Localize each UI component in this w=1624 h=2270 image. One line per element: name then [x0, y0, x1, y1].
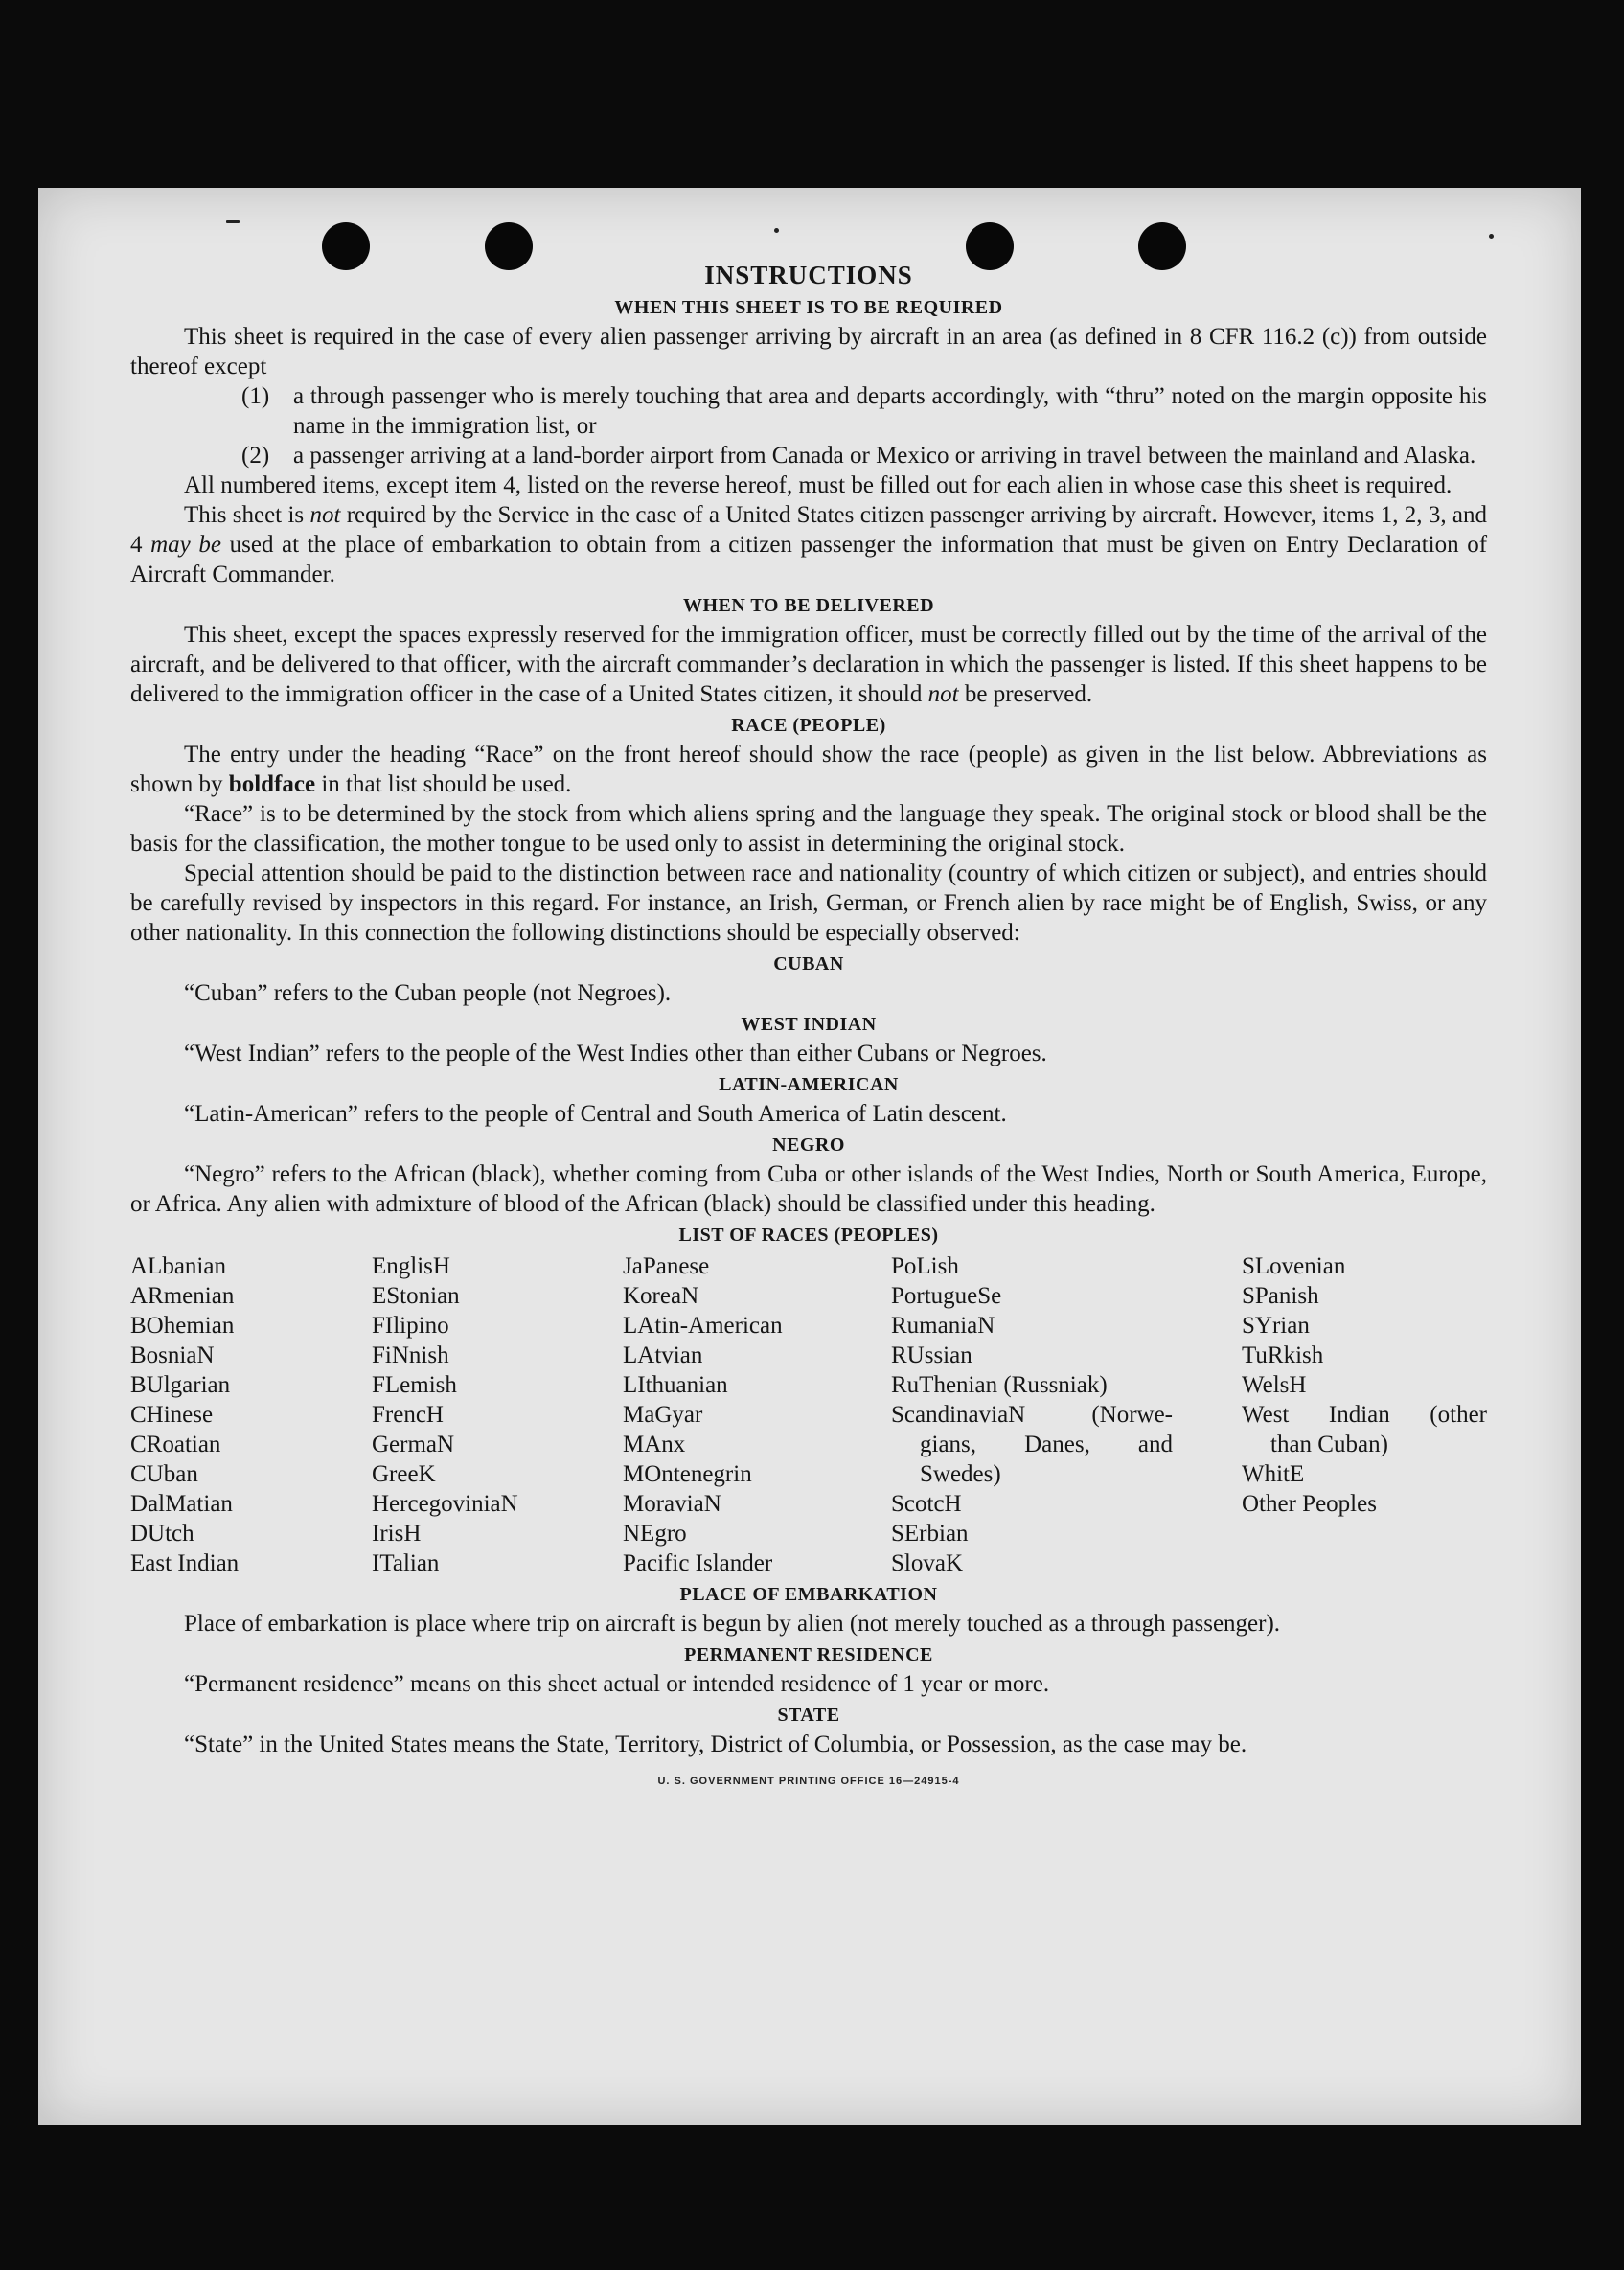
para-bold: boldface: [228, 771, 316, 797]
races-column-2: [372, 1251, 623, 1578]
race-entry: EStonian: [372, 1283, 460, 1309]
race-entry: BUlgarian: [130, 1372, 231, 1398]
instructions-body: [130, 259, 1487, 1797]
section-heading-residence: PERMANENT RESIDENCE: [684, 1644, 933, 1665]
section-heading-negro: NEGRO: [772, 1135, 845, 1156]
race-entry: BOhemian: [130, 1313, 235, 1339]
required-para-2: All numbered items, except item 4, listed on the reverse hereof, must be filled out for each alien in whose case this sheet is required.: [184, 472, 1452, 498]
section-heading-required: WHEN THIS SHEET IS TO BE REQUIRED: [614, 297, 1003, 318]
race-entry: JaPanese: [623, 1253, 710, 1279]
race-entry: SLovenian: [1242, 1253, 1346, 1279]
race-entry: gians, Danes, and: [920, 1432, 1173, 1457]
race-entry: MOntenegrin: [623, 1461, 752, 1487]
para-text: This sheet is: [184, 502, 310, 528]
item-text: a through passenger who is merely touching that area and departs accordingly, with “thru” noted on the margin opposite his name in the immigration list, or: [293, 383, 1487, 439]
para-text: used at the place of embarkation to obtain from a citizen passenger the information that must be given on Entry Declaration of Aircraft Commander.: [130, 532, 1488, 587]
races-column-4: [891, 1251, 1242, 1578]
race-para-2: “Race” is to be determined by the stock from which aliens spring and the language they speak. The original stock or blood shall be the basis for the classification, the mother tongue to be used only to assist in determining the original stock.: [130, 801, 1487, 857]
negro-text: “Negro” refers to the African (black), whether coming from Cuba or other islands of the West Indies, North or South America, Europe, or Africa. Any alien with admixture of blood of the African (black) should be classified under this heading.: [130, 1161, 1487, 1217]
race-entry: LAtin-American: [623, 1313, 783, 1339]
document-sheet: [38, 188, 1581, 2125]
race-entry: LIthuanian: [623, 1372, 728, 1398]
race-entry: CHinese: [130, 1402, 214, 1428]
race-entry: SlovaK: [891, 1550, 963, 1576]
race-entry: LAtvian: [623, 1342, 703, 1368]
para-text: in that list should be used.: [315, 771, 572, 797]
race-entry: GreeK: [372, 1461, 436, 1487]
race-entry: DUtch: [130, 1521, 194, 1547]
delivered-text: [130, 620, 1487, 709]
para-text: required by the Service in the case of a United States citizen passenger arriving by aircraft. However, items 1, 2, 3, and 4: [130, 502, 1487, 558]
race-entry: IrisH: [372, 1521, 422, 1547]
race-entry: FLemish: [372, 1372, 457, 1398]
west-indian-text: “West Indian” refers to the people of the West Indies other than either Cubans or Negroes.: [184, 1041, 1047, 1066]
races-list: [130, 1251, 1487, 1578]
race-entry: GermaN: [372, 1432, 455, 1457]
speck-mark: [1489, 234, 1494, 239]
race-entry: EnglisH: [372, 1253, 450, 1279]
para-emphasis: not: [309, 502, 341, 528]
races-column-5: [1242, 1251, 1487, 1578]
race-entry: ScotcH: [891, 1491, 962, 1517]
races-column-1: [130, 1251, 372, 1578]
race-entry: CRoatian: [130, 1432, 221, 1457]
race-entry: Other Peoples: [1242, 1491, 1377, 1517]
section-heading-delivered: WHEN TO BE DELIVERED: [682, 595, 935, 616]
required-para-3: [130, 500, 1487, 589]
speck-mark: [774, 228, 779, 233]
para-text: be preserved.: [958, 681, 1093, 707]
race-entry: WelsH: [1242, 1372, 1307, 1398]
embarkation-text: Place of embarkation is place where trip on aircraft is begun by alien (not merely touched as a through passenger).: [184, 1611, 1281, 1637]
item-number: (1): [241, 383, 270, 409]
race-entry: SErbian: [891, 1521, 969, 1547]
race-entry: RumaniaN: [891, 1313, 995, 1339]
race-entry: BosniaN: [130, 1342, 215, 1368]
latin-american-text: “Latin-American” refers to the people of Central and South America of Latin descent.: [184, 1101, 1007, 1127]
exception-item-2: [130, 441, 1487, 470]
race-entry: ScandinaviaN (Norwe-: [891, 1402, 1173, 1428]
exception-item-1: [130, 381, 1487, 441]
cuban-text: “Cuban” refers to the Cuban people (not Negroes).: [184, 980, 672, 1006]
race-entry: than Cuban): [1270, 1432, 1388, 1457]
para-text: This sheet, except the spaces expressly reserved for the immigration officer, must be correctly filled out by the time of the arrival of the aircraft, and be delivered to that officer, with the aircraft commander’s declaration in which the passenger is listed. If this sheet happens to be delivered to the immigration officer in the case of a United States citizen, it should: [130, 622, 1487, 707]
race-entry: MaGyar: [623, 1402, 703, 1428]
para-text: The entry under the heading “Race” on the front hereof should show the race (people) as given in the list below. Abbreviations as shown by: [130, 742, 1487, 797]
race-entry: MoraviaN: [623, 1491, 721, 1517]
race-entry: HercegoviniaN: [372, 1491, 518, 1517]
race-para-1: [130, 740, 1487, 799]
race-entry: MAnx: [623, 1432, 686, 1457]
race-entry: DalMatian: [130, 1491, 233, 1517]
race-entry: ITalian: [372, 1550, 440, 1576]
item-number: (2): [241, 443, 270, 469]
races-column-3: [623, 1251, 891, 1578]
section-heading-race: RACE (PEOPLE): [731, 715, 886, 736]
race-entry: Pacific Islander: [623, 1550, 773, 1576]
section-heading-races-list: LIST OF RACES (PEOPLES): [678, 1225, 939, 1246]
race-entry: West Indian (other: [1242, 1402, 1487, 1428]
para-emphasis: not: [927, 681, 959, 707]
race-entry: RuThenian (Russniak): [891, 1372, 1108, 1398]
race-entry: East Indian: [130, 1550, 240, 1576]
race-entry: ALbanian: [130, 1253, 226, 1279]
race-para-3: Special attention should be paid to the distinction between race and nationality (country of which citizen or subject), and entries should be carefully revised by inspectors in this regard. For instance, an Irish, German, or French alien by race might be of English, Swiss, or any other nationality. In this connection the following distinctions should be especially observed:: [130, 860, 1487, 946]
race-entry: Swedes): [920, 1461, 1001, 1487]
section-heading-latin-american: LATIN-AMERICAN: [719, 1074, 899, 1095]
section-heading-west-indian: WEST INDIAN: [741, 1014, 877, 1035]
race-entry: WhitE: [1242, 1461, 1305, 1487]
race-entry: FIlipino: [372, 1313, 449, 1339]
page-title: INSTRUCTIONS: [704, 261, 913, 289]
printer-imprint: U. S. GOVERNMENT PRINTING OFFICE 16—24915-4: [657, 1776, 960, 1787]
residence-text: “Permanent residence” means on this sheet actual or intended residence of 1 year or more.: [184, 1671, 1050, 1697]
para-emphasis: may be: [150, 532, 221, 558]
race-entry: KoreaN: [623, 1283, 699, 1309]
section-heading-embarkation: PLACE OF EMBARKATION: [679, 1584, 938, 1605]
race-entry: PoLish: [891, 1253, 959, 1279]
required-intro: This sheet is required in the case of every alien passenger arriving by aircraft in an area (as defined in 8 CFR 116.2 (c)) from outside thereof except: [130, 324, 1487, 379]
race-entry: PortugueSe: [891, 1283, 1002, 1309]
race-entry: TuRkish: [1242, 1342, 1324, 1368]
state-text: “State” in the United States means the State, Territory, District of Columbia, or Possession, as the case may be.: [184, 1731, 1247, 1757]
item-text: a passenger arriving at a land-border airport from Canada or Mexico or arriving in travel between the mainland and Alaska.: [293, 443, 1476, 469]
race-entry: RUssian: [891, 1342, 972, 1368]
race-entry: CUban: [130, 1461, 198, 1487]
speck-mark: [226, 220, 240, 223]
section-heading-state: STATE: [777, 1705, 840, 1726]
race-entry: ARmenian: [130, 1283, 235, 1309]
race-entry: FrencH: [372, 1402, 444, 1428]
race-entry: NEgro: [623, 1521, 687, 1547]
race-entry: FiNnish: [372, 1342, 449, 1368]
section-heading-cuban: CUBAN: [773, 953, 844, 974]
race-entry: SYrian: [1242, 1313, 1310, 1339]
race-entry: SPanish: [1242, 1283, 1319, 1309]
